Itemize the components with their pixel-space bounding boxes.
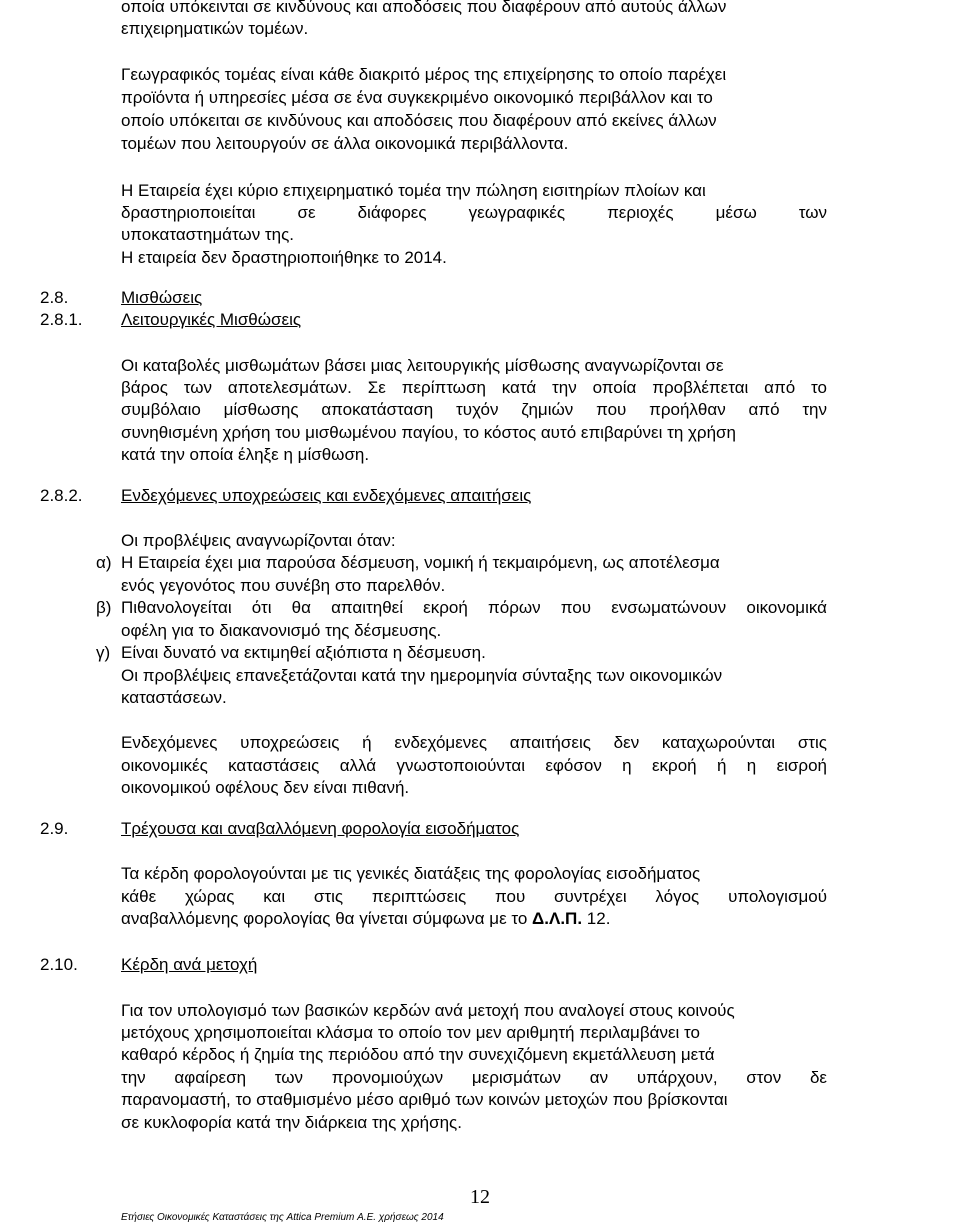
list-marker: α) (96, 553, 112, 572)
paragraph-line: παρανομαστή, το σταθμισμένο μέσο αριθμό των κοινών μετοχών που βρίσκονται (121, 1090, 728, 1109)
paragraph-line: βάρος των αποτελεσμάτων. Σε περίπτωση κατά την οποία προβλέπεται από το (121, 378, 827, 397)
section-title: Ενδεχόμενες υποχρεώσεις και ενδεχόμενες απαιτήσεις (121, 486, 532, 505)
paragraph-text: αναβαλλόμενης φορολογίας θα γίνεται σύμφωνα με το (121, 909, 533, 928)
section-number: 2.8.2. (40, 486, 83, 505)
section-number: 2.8.1. (40, 310, 83, 329)
paragraph-line: οποίο υπόκειται σε κινδύνους και αποδόσεις που διαφέρουν από εκείνες άλλων (121, 111, 717, 130)
paragraph-line: Τα κέρδη φορολογούνται με τις γενικές διατάξεις της φορολογίας εισοδήματος (121, 864, 701, 883)
section-number: 2.8. (40, 288, 69, 307)
paragraph-line: συνηθισμένη χρήση του μισθωμένου παγίου, το κόστος αυτό επιβαρύνει τη χρήση (121, 423, 736, 442)
paragraph-line: Γεωγραφικός τομέας είναι κάθε διακριτό μέρος της επιχείρησης το οποίο παρέχει (121, 65, 727, 84)
paragraph-line: Για τον υπολογισμό των βασικών κερδών ανά μετοχή που αναλογεί στους κοινούς (121, 1001, 735, 1020)
paragraph-line: υποκαταστημάτων της. (121, 225, 295, 244)
list-item: Είναι δυνατό να εκτιμηθεί αξιόπιστα η δέσμευση. (121, 643, 486, 662)
paragraph-line: Οι προβλέψεις αναγνωρίζονται όταν: (121, 531, 396, 550)
paragraph-line: καθαρό κέρδος ή ζημία της περιόδου από την συνεχιζόμενη εκμετάλλευση μετά (121, 1045, 715, 1064)
paragraph-line: την αφαίρεση των προνομιούχων μερισμάτων αν υπάρχουν, στον δε (121, 1068, 827, 1087)
list-item: Η Εταιρεία έχει μια παρούσα δέσμευση, νομική ή τεκμαιρόμενη, ως αποτέλεσμα (121, 553, 720, 572)
paragraph-line: Οι προβλέψεις επανεξετάζονται κατά την ημερομηνία σύνταξης των οικονομικών (121, 666, 723, 685)
paragraph-line: καταστάσεων. (121, 688, 227, 707)
paragraph-line: μετόχους χρησιμοποιείται κλάσμα το οποίο τον μεν αριθμητή περιλαμβάνει το (121, 1023, 700, 1042)
paragraph-line: δραστηριοποιείται σε διάφορες γεωγραφικές περιοχές μέσω των (121, 203, 827, 222)
paragraph-line: συμβόλαιο μίσθωσης αποκατάσταση τυχόν ζημιών που προήλθαν από την (121, 400, 827, 419)
intro-line: επιχειρηματικών τομέων. (121, 19, 309, 38)
paragraph-line: σε κυκλοφορία κατά την διάρκεια της χρήσης. (121, 1113, 462, 1132)
section-title: Μισθώσεις (121, 288, 203, 307)
paragraph-line: Οι καταβολές μισθωμάτων βάσει μιας λειτουργικής μίσθωσης αναγνωρίζονται σε (121, 356, 724, 375)
section-title: Τρέχουσα και αναβαλλόμενη φορολογία εισοδήματος (121, 819, 520, 838)
paragraph-line: κατά την οποία έληξε η μίσθωση. (121, 445, 370, 464)
section-number: 2.10. (40, 955, 78, 974)
paragraph-line: οικονομικού οφέλους δεν είναι πιθανή. (121, 778, 410, 797)
paragraph-line: Η Εταιρεία έχει κύριο επιχειρηματικό τομέα την πώληση εισιτηρίων πλοίων και (121, 181, 706, 200)
section-number: 2.9. (40, 819, 69, 838)
list-marker: β) (96, 598, 112, 617)
section-title: Κέρδη ανά μετοχή (121, 955, 258, 974)
paragraph-line: τομέων που λειτουργούν σε άλλα οικονομικά περιβάλλοντα. (121, 134, 569, 153)
intro-line: οποία υπόκεινται σε κινδύνους και αποδόσεις που διαφέρουν από αυτούς άλλων (121, 0, 727, 16)
list-item: ενός γεγονότος που συνέβη στο παρελθόν. (121, 576, 446, 595)
paragraph-text: 12. (582, 909, 611, 928)
paragraph-line: οικονομικές καταστάσεις αλλά γνωστοποιούνται εφόσον η εκροή ή η εισροή (121, 756, 827, 775)
list-item: Πιθανολογείται ότι θα απαιτηθεί εκροή πόρων που ενσωματώνουν οικονομικά (121, 598, 827, 617)
standard-reference: Δ.Λ.Π. (532, 909, 583, 928)
list-item: οφέλη για το διακανονισμό της δέσμευσης. (121, 621, 442, 640)
page-footer: Ετήσιες Οικονομικές Καταστάσεις της Attica Premium Α.Ε. χρήσεως 2014 (121, 1212, 444, 1223)
page-number: 12 (470, 1186, 490, 1208)
paragraph-line: Η εταιρεία δεν δραστηριοποιήθηκε το 2014. (121, 248, 447, 267)
paragraph-line (121, 908, 610, 930)
paragraph-line: κάθε χώρας και στις περιπτώσεις που συντρέχει λόγος υπολογισμού (121, 887, 827, 906)
paragraph-line: προϊόντα ή υπηρεσίες μέσα σε ένα συγκεκριμένο οικονομικό περιβάλλον και το (121, 88, 713, 107)
paragraph-line: Ενδεχόμενες υποχρεώσεις ή ενδεχόμενες απαιτήσεις δεν καταχωρούνται στις (121, 733, 827, 752)
section-title: Λειτουργικές Μισθώσεις (121, 310, 302, 329)
list-marker: γ) (96, 643, 111, 662)
